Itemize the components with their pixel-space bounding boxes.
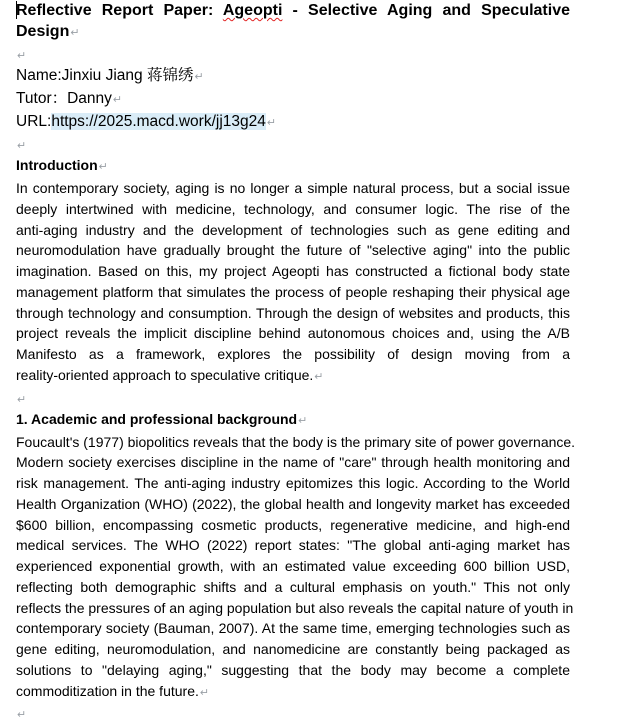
paragraph-mark-icon: ↵ bbox=[298, 414, 308, 427]
empty-paragraph bbox=[16, 44, 570, 65]
author-name: Name:Jinxiu Jiang 蒋锦绣 bbox=[16, 67, 194, 84]
title-line2-text: Design bbox=[16, 23, 70, 40]
tutor-name: Tutor：Danny bbox=[16, 90, 112, 107]
paragraph-mark-icon: ↵ bbox=[17, 393, 27, 406]
text-line-last bbox=[16, 681, 570, 704]
text-line: neuromodulation have gradually brought the future of "selective aging" into the public bbox=[16, 242, 570, 259]
text-line: project reveals the implicit discipline behind autonomous choices and, using the A/B bbox=[16, 325, 570, 342]
text-line: solutions to "delaying aging," suggesting that the body may become a complete bbox=[16, 661, 570, 678]
text-line: reflecting both demographic shifts and a cultural emphasis on youth." This not only bbox=[16, 578, 570, 595]
url-line bbox=[16, 111, 570, 134]
text-line: through technology and consumption. Through the design of websites and products, this bbox=[16, 304, 570, 321]
title-line-2 bbox=[16, 21, 570, 44]
text-line: deeply intertwined with medicine, technology, and consumer logic. The rise of the bbox=[16, 200, 570, 217]
document-title bbox=[16, 0, 570, 44]
author-name-line bbox=[16, 65, 570, 88]
text-line: imagination. Based on this, my project Ageopti has constructed a fictional body state bbox=[16, 263, 570, 279]
paragraph-mark-icon: ↵ bbox=[17, 140, 27, 152]
text-line: anti-aging industry and the development of technologies such as gene editing and bbox=[16, 221, 570, 238]
tutor-line bbox=[16, 88, 570, 111]
text-line: medical services. The WHO (2022) report states: "The global anti-aging market has bbox=[16, 537, 570, 554]
text-line: contemporary society (Bauman, 2007). At the same time, emerging technologies such as bbox=[16, 620, 570, 637]
text-line: reality-oriented approach to speculative critique. bbox=[16, 366, 314, 383]
text-line: experienced exponential growth, with an estimated value exceeding 600 billion USD, bbox=[16, 558, 570, 574]
text-line: Foucault's (1977) biopolitics reveals that the body is the primary site of power governance. bbox=[16, 433, 576, 450]
section-1-heading bbox=[16, 409, 570, 432]
text-line: Manifesto as a framework, explores the possibility of design moving from a bbox=[16, 346, 570, 362]
paragraph-mark-icon: ↵ bbox=[70, 27, 80, 39]
empty-paragraph bbox=[16, 388, 570, 409]
introduction-heading bbox=[16, 155, 570, 178]
section-1-paragraph bbox=[16, 432, 576, 704]
paragraph-mark-icon: ↵ bbox=[17, 50, 27, 62]
paragraph-mark-icon: ↵ bbox=[314, 370, 324, 383]
paragraph-mark-icon: ↵ bbox=[266, 117, 277, 129]
document-page[interactable] bbox=[16, 0, 576, 724]
title-suffix: - Selective Aging and Speculative bbox=[282, 2, 571, 19]
title-prefix: Reflective Report Paper: bbox=[16, 2, 223, 19]
text-line: commoditization in the future. bbox=[16, 682, 199, 699]
section-1-heading-text: 1. Academic and professional background bbox=[16, 410, 298, 427]
url-link[interactable]: https://2025.macd.work/jj13g24 bbox=[51, 113, 266, 130]
paragraph-mark-icon: ↵ bbox=[199, 686, 210, 699]
text-line: In contemporary society, aging is no longer a simple natural process, but a social issue bbox=[16, 180, 570, 196]
url-label: URL: bbox=[16, 113, 52, 130]
introduction-heading-text: Introduction bbox=[16, 157, 98, 173]
spellcheck-word[interactable]: Ageopti bbox=[222, 2, 283, 19]
text-line: Modern society exercises discipline in the name of "care" through health monitoring and bbox=[16, 454, 570, 471]
paragraph-mark-icon: ↵ bbox=[112, 94, 123, 106]
empty-paragraph bbox=[16, 703, 570, 724]
paragraph-mark-icon: ↵ bbox=[17, 709, 27, 722]
introduction-paragraph bbox=[16, 178, 570, 388]
text-line: risk management. The anti-aging industry epitomizes this logic. According to the World bbox=[16, 475, 570, 491]
text-line: reflects the pressures of an aging population but also reveals the capital nature of youth in bbox=[16, 599, 574, 616]
paragraph-mark-icon: ↵ bbox=[194, 71, 204, 83]
empty-paragraph bbox=[16, 134, 570, 155]
text-line: Health Organization (WHO) (2022), the global health and longevity market has exceeded bbox=[16, 495, 570, 512]
paragraph-mark-icon: ↵ bbox=[98, 161, 108, 173]
text-line-last bbox=[16, 365, 570, 388]
text-line: $600 billion, encompassing cosmetic products, regenerative medicine, and high-end bbox=[16, 516, 570, 533]
text-line: gene editing, neuromodulation, and nanomedicine are constantly being packaged as bbox=[16, 641, 570, 657]
title-line-1 bbox=[16, 0, 570, 21]
text-line: management platform that simulates the process of people reshaping their physical age bbox=[16, 283, 570, 300]
